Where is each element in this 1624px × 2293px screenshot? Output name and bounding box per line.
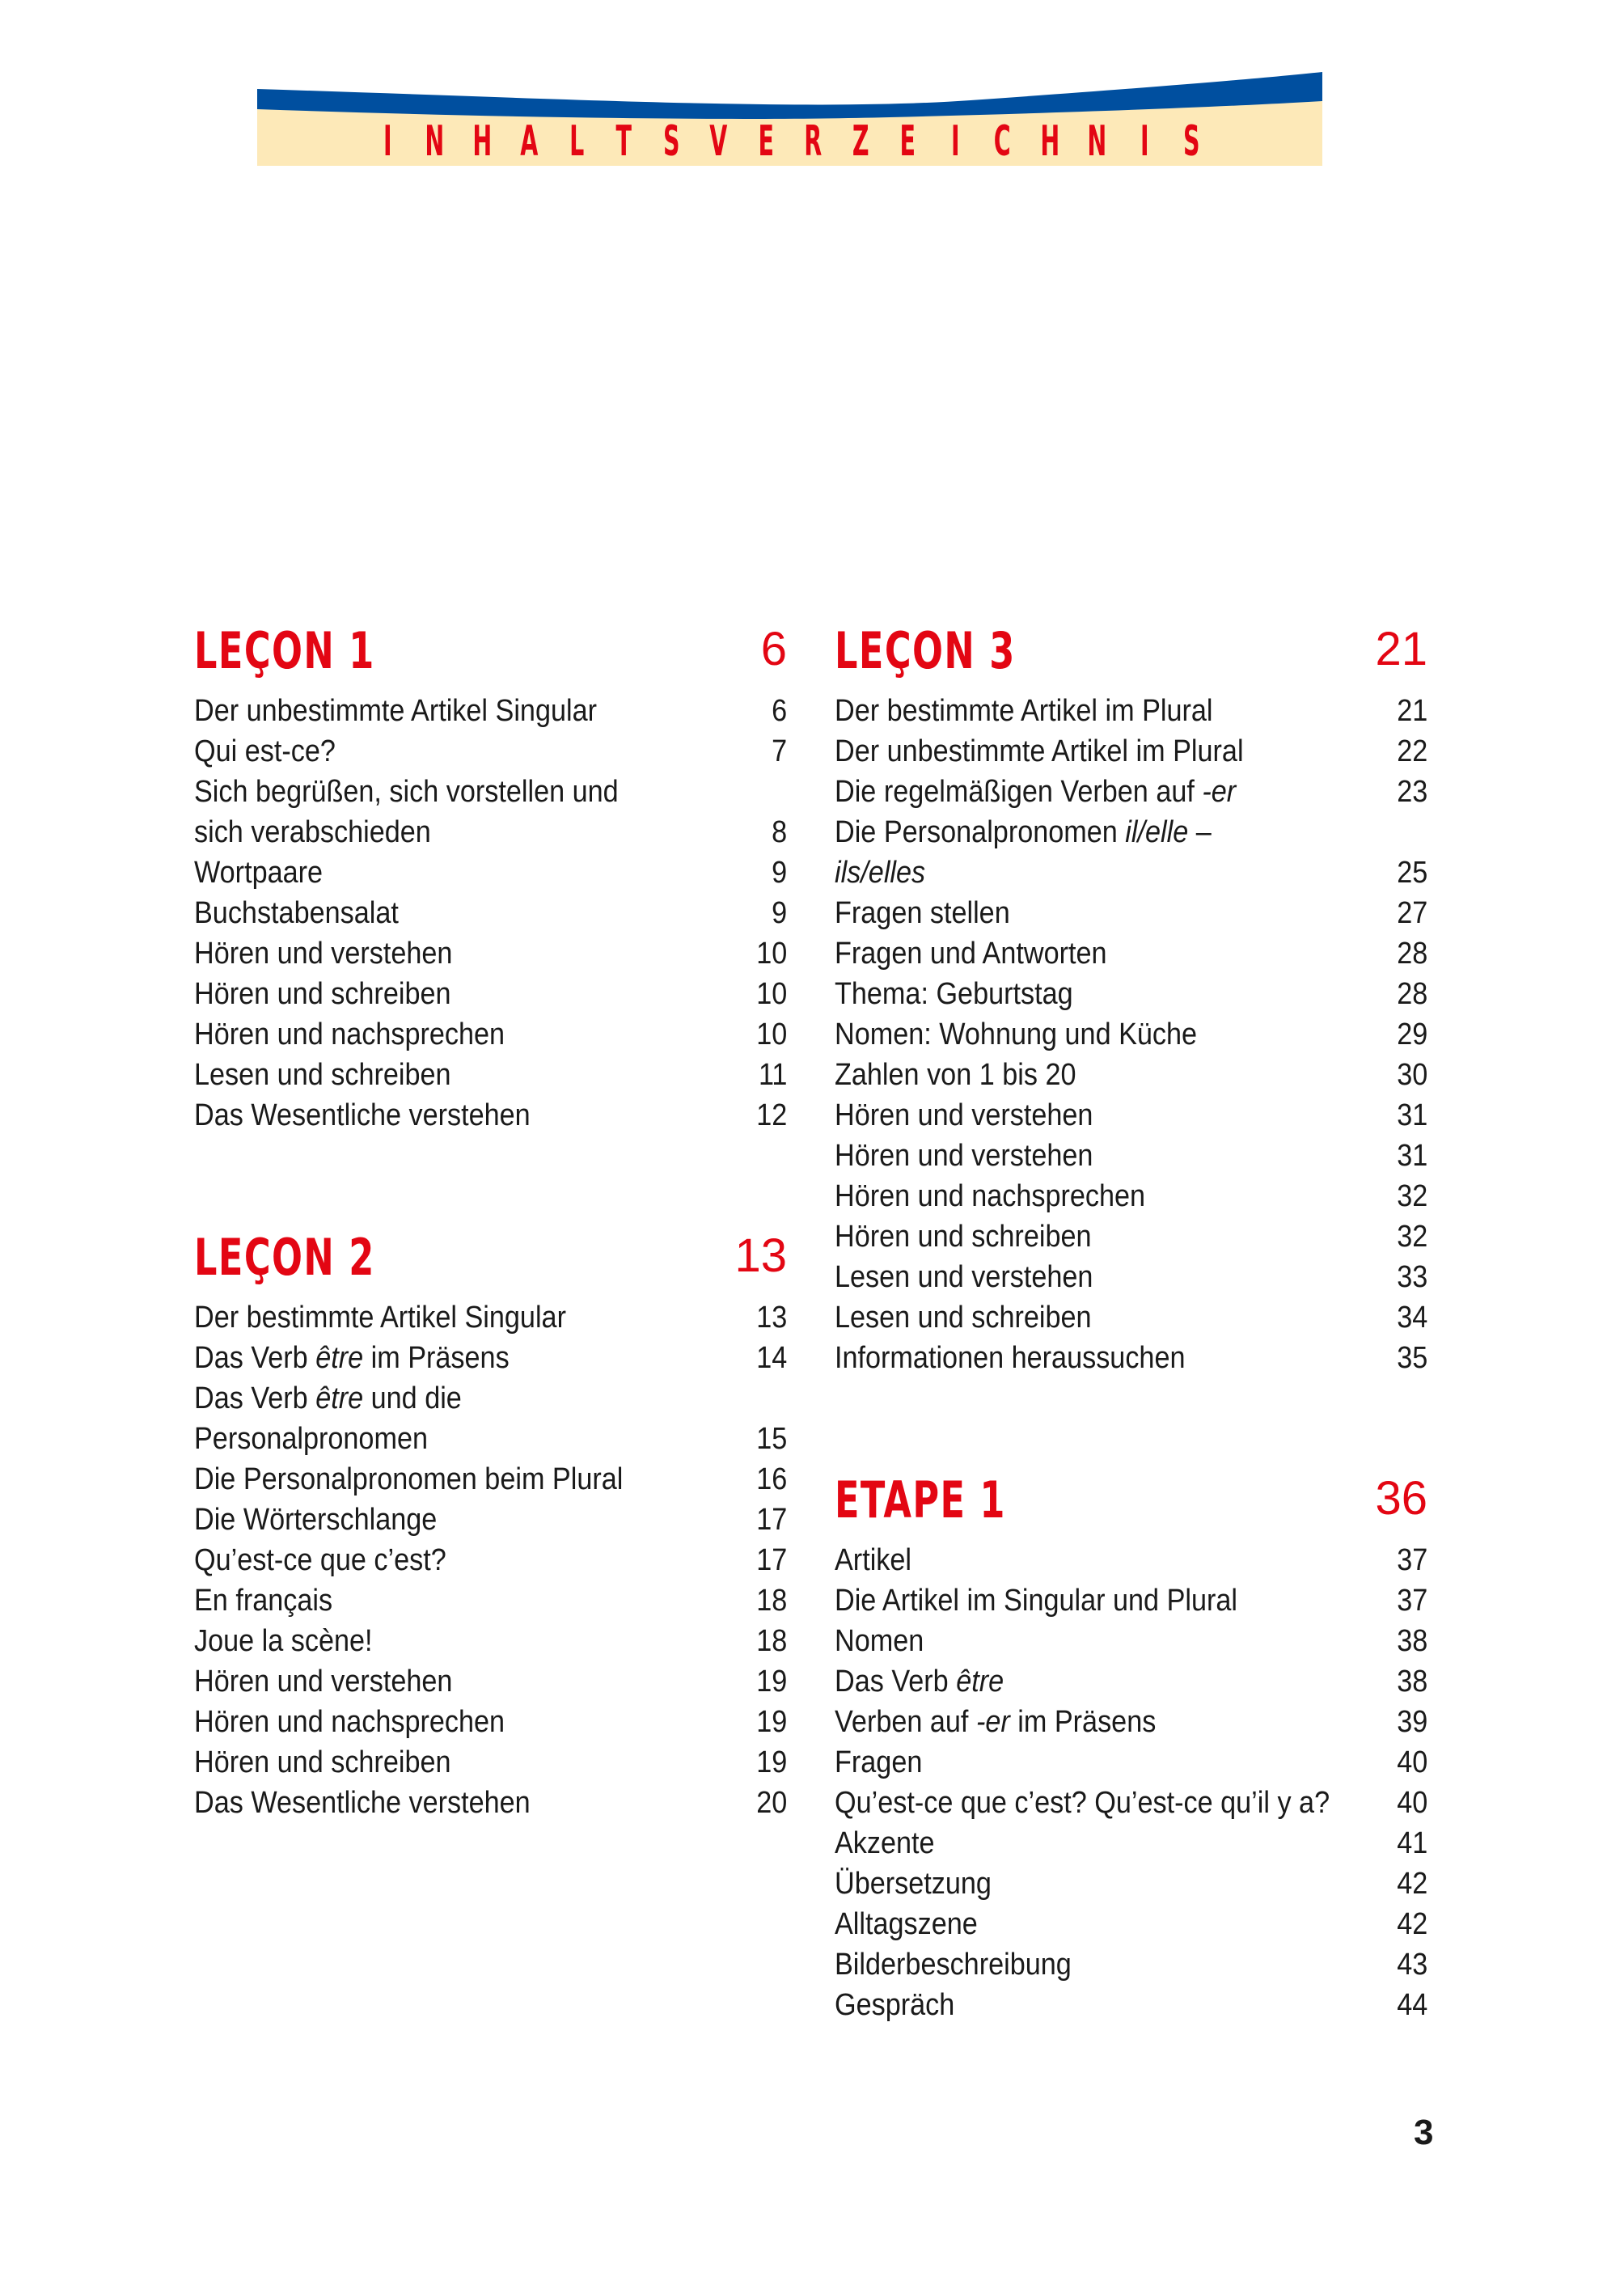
title-letter: C bbox=[993, 116, 1011, 166]
toc-entry-page: 9 bbox=[771, 896, 787, 930]
toc-entry-label: Hören und nachsprechen bbox=[835, 1179, 1146, 1213]
title-letter: R bbox=[804, 116, 823, 166]
toc-entry-label: Nomen bbox=[835, 1624, 924, 1658]
toc-entry-label: Hören und schreiben bbox=[194, 1745, 451, 1779]
toc-entry[interactable] bbox=[835, 1216, 1427, 1257]
toc-entry[interactable] bbox=[194, 1459, 787, 1500]
toc-entry-label: Fragen stellen bbox=[835, 896, 1010, 930]
toc-entry-label: Akzente bbox=[835, 1826, 935, 1860]
title-letter: H bbox=[472, 116, 492, 166]
toc-entry-page: 28 bbox=[1396, 977, 1427, 1011]
toc-entry-page: 20 bbox=[755, 1786, 787, 1820]
toc-entry[interactable] bbox=[835, 1944, 1427, 1985]
toc-entry-label: Das Wesentliche verstehen bbox=[194, 1786, 531, 1820]
section-page-number: 21 bbox=[1375, 623, 1427, 675]
toc-entry[interactable] bbox=[194, 1621, 787, 1661]
toc-entry-page: 42 bbox=[1396, 1867, 1427, 1901]
toc-entry-label: Der unbestimmte Artikel Singular bbox=[194, 694, 598, 728]
toc-entry-page: 10 bbox=[755, 937, 787, 971]
toc-entry-page: 12 bbox=[755, 1098, 787, 1132]
title-letter: H bbox=[1039, 116, 1059, 166]
toc-entry-label: Die Personalpronomen beim Plural bbox=[194, 1462, 624, 1496]
toc-entry-page: 38 bbox=[1396, 1624, 1427, 1658]
toc-entry[interactable] bbox=[835, 1297, 1427, 1338]
toc-entry[interactable] bbox=[835, 1985, 1427, 2025]
section-heading[interactable] bbox=[194, 1228, 787, 1287]
toc-entry-label: Qu’est-ce que c’est? Qu’est-ce qu’il y a? bbox=[835, 1786, 1330, 1820]
toc-entry[interactable] bbox=[835, 1257, 1427, 1297]
italic-term: il/elle bbox=[1125, 815, 1189, 849]
toc-entry[interactable] bbox=[194, 1702, 787, 1742]
toc-entry[interactable] bbox=[835, 1904, 1427, 1944]
toc-entry[interactable] bbox=[835, 1338, 1427, 1378]
toc-entry-page: 23 bbox=[1396, 775, 1427, 809]
toc-entry-page: 27 bbox=[1396, 896, 1427, 930]
toc-entry-page: 10 bbox=[755, 977, 787, 1011]
toc-entry[interactable] bbox=[835, 1702, 1427, 1742]
section-page-number: 13 bbox=[734, 1229, 787, 1282]
italic-term: -er bbox=[1202, 775, 1237, 809]
toc-entry-page: 19 bbox=[755, 1665, 787, 1699]
toc-entry-page: 28 bbox=[1396, 937, 1427, 971]
section-heading[interactable] bbox=[835, 621, 1427, 680]
toc-entry[interactable] bbox=[194, 1742, 787, 1783]
toc-entry[interactable] bbox=[194, 1014, 787, 1055]
toc-entry-page: 9 bbox=[771, 856, 787, 890]
section-title: LEÇON 2 bbox=[194, 1228, 375, 1287]
toc-entry[interactable] bbox=[835, 772, 1427, 812]
toc-entry[interactable] bbox=[835, 1136, 1427, 1176]
toc-entry-page: 18 bbox=[755, 1584, 787, 1618]
toc-entry[interactable] bbox=[194, 1297, 787, 1338]
toc-entry-label: Der bestimmte Artikel Singular bbox=[194, 1301, 566, 1335]
section-lecon-1 bbox=[194, 621, 787, 1136]
toc-entry-page: 35 bbox=[1396, 1341, 1427, 1375]
toc-entry-label: Das Verb être und die bbox=[194, 1381, 462, 1415]
toc-entry-label: Die Artikel im Singular und Plural bbox=[835, 1584, 1238, 1618]
toc-entry-label: Thema: Geburtstag bbox=[835, 977, 1073, 1011]
toc-entry[interactable] bbox=[835, 1661, 1427, 1702]
toc-entry[interactable] bbox=[194, 1580, 787, 1621]
title-letter: N bbox=[1087, 116, 1107, 166]
toc-entry-page: 41 bbox=[1396, 1826, 1427, 1860]
title-letter: T bbox=[615, 116, 632, 166]
section-lecon-2 bbox=[194, 1228, 787, 1823]
title-letter: E bbox=[899, 116, 916, 166]
toc-entry-label: Lesen und verstehen bbox=[835, 1260, 1093, 1294]
toc-entry[interactable] bbox=[835, 812, 1427, 852]
toc-entry[interactable] bbox=[835, 1621, 1427, 1661]
toc-entry[interactable] bbox=[194, 1540, 787, 1580]
section-page-number: 6 bbox=[760, 623, 787, 675]
toc-entry-page: 33 bbox=[1396, 1260, 1427, 1294]
toc-entry-label: Hören und schreiben bbox=[194, 977, 451, 1011]
toc-entry[interactable] bbox=[194, 1055, 787, 1095]
toc-entry[interactable] bbox=[194, 1378, 787, 1419]
toc-entry-page: 10 bbox=[755, 1017, 787, 1051]
toc-entry-label: sich verabschieden bbox=[194, 815, 431, 849]
toc-entry[interactable] bbox=[835, 893, 1427, 933]
toc-entry-label: Bilderbeschreibung bbox=[835, 1948, 1072, 1982]
toc-entry[interactable] bbox=[835, 974, 1427, 1014]
toc-entry[interactable] bbox=[835, 1176, 1427, 1216]
toc-entry[interactable] bbox=[194, 731, 787, 772]
toc-entry-page: 22 bbox=[1396, 734, 1427, 768]
toc-entry-label: Hören und verstehen bbox=[194, 1665, 453, 1699]
toc-entry-label: Informationen heraussuchen bbox=[835, 1341, 1186, 1375]
toc-entry-label: Das Verb être bbox=[835, 1665, 1004, 1699]
italic-term: être bbox=[315, 1341, 364, 1375]
toc-entry-label: Qu’est-ce que c’est? bbox=[194, 1543, 446, 1577]
toc-entry-label: Hören und schreiben bbox=[835, 1220, 1092, 1254]
toc-entry-page: 39 bbox=[1396, 1705, 1427, 1739]
toc-entry-label: Artikel bbox=[835, 1543, 912, 1577]
toc-entry-label: Hören und verstehen bbox=[835, 1098, 1093, 1132]
italic-term: ils/elles bbox=[835, 856, 926, 890]
toc-entry-label: Der unbestimmte Artikel im Plural bbox=[835, 734, 1244, 768]
page-title bbox=[257, 116, 1322, 165]
toc-entry-label: Wortpaare bbox=[194, 856, 324, 890]
toc-entry-page: 18 bbox=[755, 1624, 787, 1658]
section-title: LEÇON 3 bbox=[835, 621, 1016, 680]
toc-entry-page: 30 bbox=[1396, 1058, 1427, 1092]
toc-entry-page: 21 bbox=[1396, 694, 1427, 728]
toc-entry-label: Das Wesentliche verstehen bbox=[194, 1098, 531, 1132]
italic-term: -er bbox=[975, 1705, 1010, 1739]
italic-term: être bbox=[315, 1381, 364, 1415]
toc-entry-page: 6 bbox=[771, 694, 787, 728]
title-letter: S bbox=[662, 116, 680, 166]
toc-list bbox=[835, 1540, 1427, 2025]
toc-entry-page: 25 bbox=[1396, 856, 1427, 890]
italic-term: être bbox=[956, 1665, 1004, 1699]
toc-entry-label: Die Wörterschlange bbox=[194, 1503, 438, 1537]
toc-entry-page: 37 bbox=[1396, 1543, 1427, 1577]
toc-entry[interactable] bbox=[194, 1095, 787, 1136]
toc-entry-page: 38 bbox=[1396, 1665, 1427, 1699]
section-title: ETAPE 1 bbox=[835, 1470, 1006, 1529]
toc-entry-page: 37 bbox=[1396, 1584, 1427, 1618]
toc-entry-page: 8 bbox=[771, 815, 787, 849]
section-page-number: 36 bbox=[1375, 1472, 1427, 1525]
toc-entry-label: Fragen bbox=[835, 1745, 923, 1779]
toc-entry[interactable] bbox=[194, 1338, 787, 1378]
toc-entry-label: Verben auf -er im Präsens bbox=[835, 1705, 1157, 1739]
toc-entry[interactable] bbox=[194, 852, 787, 893]
toc-entry-page: 31 bbox=[1396, 1139, 1427, 1173]
toc-entry-page: 7 bbox=[771, 734, 787, 768]
toc-entry-page: 42 bbox=[1396, 1907, 1427, 1941]
section-title: LEÇON 1 bbox=[194, 621, 375, 680]
toc-entry-page: 32 bbox=[1396, 1220, 1427, 1254]
toc-entry-label: Hören und verstehen bbox=[194, 937, 453, 971]
toc-list bbox=[835, 691, 1427, 1378]
toc-entry-page: 13 bbox=[755, 1301, 787, 1335]
toc-entry-label: Hören und nachsprechen bbox=[194, 1705, 505, 1739]
toc-entry-label: Gespräch bbox=[835, 1988, 955, 2022]
title-letter: N bbox=[425, 116, 445, 166]
toc-entry[interactable] bbox=[194, 974, 787, 1014]
toc-entry[interactable] bbox=[194, 1783, 787, 1823]
toc-entry-label: Sich begrüßen, sich vorstellen und bbox=[194, 775, 619, 809]
toc-list bbox=[194, 1297, 787, 1823]
title-letter: I bbox=[950, 116, 960, 166]
toc-entry-label: Zahlen von 1 bis 20 bbox=[835, 1058, 1076, 1092]
title-letter: I bbox=[1140, 116, 1149, 166]
title-letter: S bbox=[1182, 116, 1200, 166]
toc-entry-page: 43 bbox=[1396, 1948, 1427, 1982]
page-number: 3 bbox=[1414, 2113, 1434, 2152]
toc-entry-page: 44 bbox=[1396, 1988, 1427, 2022]
toc-entry-label: Alltagszene bbox=[835, 1907, 978, 1941]
toc-entry-label: Hören und nachsprechen bbox=[194, 1017, 505, 1051]
toc-entry-label: Lesen und schreiben bbox=[194, 1058, 451, 1092]
title-letter: A bbox=[520, 116, 539, 166]
toc-entry-label: Fragen und Antworten bbox=[835, 937, 1107, 971]
section-heading[interactable] bbox=[194, 621, 787, 680]
toc-entry[interactable] bbox=[835, 1783, 1427, 1823]
toc-entry[interactable] bbox=[835, 1823, 1427, 1864]
toc-entry-label: Joue la scène! bbox=[194, 1624, 373, 1658]
toc-entry[interactable] bbox=[835, 933, 1427, 974]
toc-entry-label: Der bestimmte Artikel im Plural bbox=[835, 694, 1213, 728]
toc-entry[interactable] bbox=[194, 1500, 787, 1540]
section-etape-1 bbox=[835, 1470, 1427, 2025]
toc-entry-label: Übersetzung bbox=[835, 1867, 992, 1901]
toc-entry[interactable] bbox=[194, 933, 787, 974]
toc-entry[interactable] bbox=[835, 731, 1427, 772]
toc-entry-label: Buchstabensalat bbox=[194, 896, 399, 930]
toc-entry-page: 14 bbox=[755, 1341, 787, 1375]
toc-entry-label bbox=[835, 852, 925, 893]
title-letter: E bbox=[758, 116, 774, 166]
toc-entry-page: 29 bbox=[1396, 1017, 1427, 1051]
toc-entry-page: 16 bbox=[755, 1462, 787, 1496]
toc-entry-page: 19 bbox=[755, 1745, 787, 1779]
toc-entry-label: Lesen und schreiben bbox=[835, 1301, 1092, 1335]
toc-entry[interactable] bbox=[835, 1014, 1427, 1055]
title-letter: Z bbox=[852, 116, 869, 166]
toc-entry-page: 17 bbox=[755, 1503, 787, 1537]
toc-entry[interactable] bbox=[194, 1419, 787, 1459]
toc-entry-label: En français bbox=[194, 1584, 333, 1618]
toc-entry[interactable] bbox=[194, 893, 787, 933]
toc-entry-page: 40 bbox=[1396, 1745, 1427, 1779]
toc-entry-page: 40 bbox=[1396, 1786, 1427, 1820]
toc-list bbox=[194, 691, 787, 1136]
toc-entry-page: 11 bbox=[758, 1058, 787, 1092]
toc-entry-label: Personalpronomen bbox=[194, 1422, 428, 1456]
toc-entry[interactable] bbox=[835, 691, 1427, 731]
toc-entry-label: Die Personalpronomen il/elle – bbox=[835, 815, 1212, 849]
toc-entry-page: 15 bbox=[755, 1422, 787, 1456]
toc-entry[interactable] bbox=[835, 852, 1427, 893]
toc-entry[interactable] bbox=[835, 1742, 1427, 1783]
toc-entry[interactable] bbox=[835, 1540, 1427, 1580]
toc-entry[interactable] bbox=[835, 1580, 1427, 1621]
toc-entry[interactable] bbox=[835, 1095, 1427, 1136]
toc-entry-label: Hören und verstehen bbox=[835, 1139, 1093, 1173]
title-letter: L bbox=[569, 116, 584, 166]
toc-entry-label: Die regelmäßigen Verben auf -er bbox=[835, 775, 1237, 809]
toc-entry-label: Qui est-ce? bbox=[194, 734, 336, 768]
toc-entry[interactable] bbox=[194, 691, 787, 731]
toc-entry-page: 31 bbox=[1396, 1098, 1427, 1132]
toc-entry-page: 19 bbox=[755, 1705, 787, 1739]
toc-entry-label: Das Verb être im Präsens bbox=[194, 1341, 510, 1375]
toc-entry[interactable] bbox=[194, 1661, 787, 1702]
toc-entry-page: 32 bbox=[1396, 1179, 1427, 1213]
toc-entry[interactable] bbox=[835, 1055, 1427, 1095]
title-letter: I bbox=[383, 116, 392, 166]
toc-entry[interactable] bbox=[194, 772, 787, 812]
title-letter: V bbox=[709, 116, 728, 166]
toc-entry[interactable] bbox=[194, 812, 787, 852]
toc-entry-page: 17 bbox=[755, 1543, 787, 1577]
section-lecon-3 bbox=[835, 621, 1427, 1378]
header-banner bbox=[0, 0, 1624, 186]
toc-entry-page: 34 bbox=[1396, 1301, 1427, 1335]
section-heading[interactable] bbox=[835, 1470, 1427, 1529]
toc-entry-label: Nomen: Wohnung und Küche bbox=[835, 1017, 1198, 1051]
toc-entry[interactable] bbox=[835, 1864, 1427, 1904]
